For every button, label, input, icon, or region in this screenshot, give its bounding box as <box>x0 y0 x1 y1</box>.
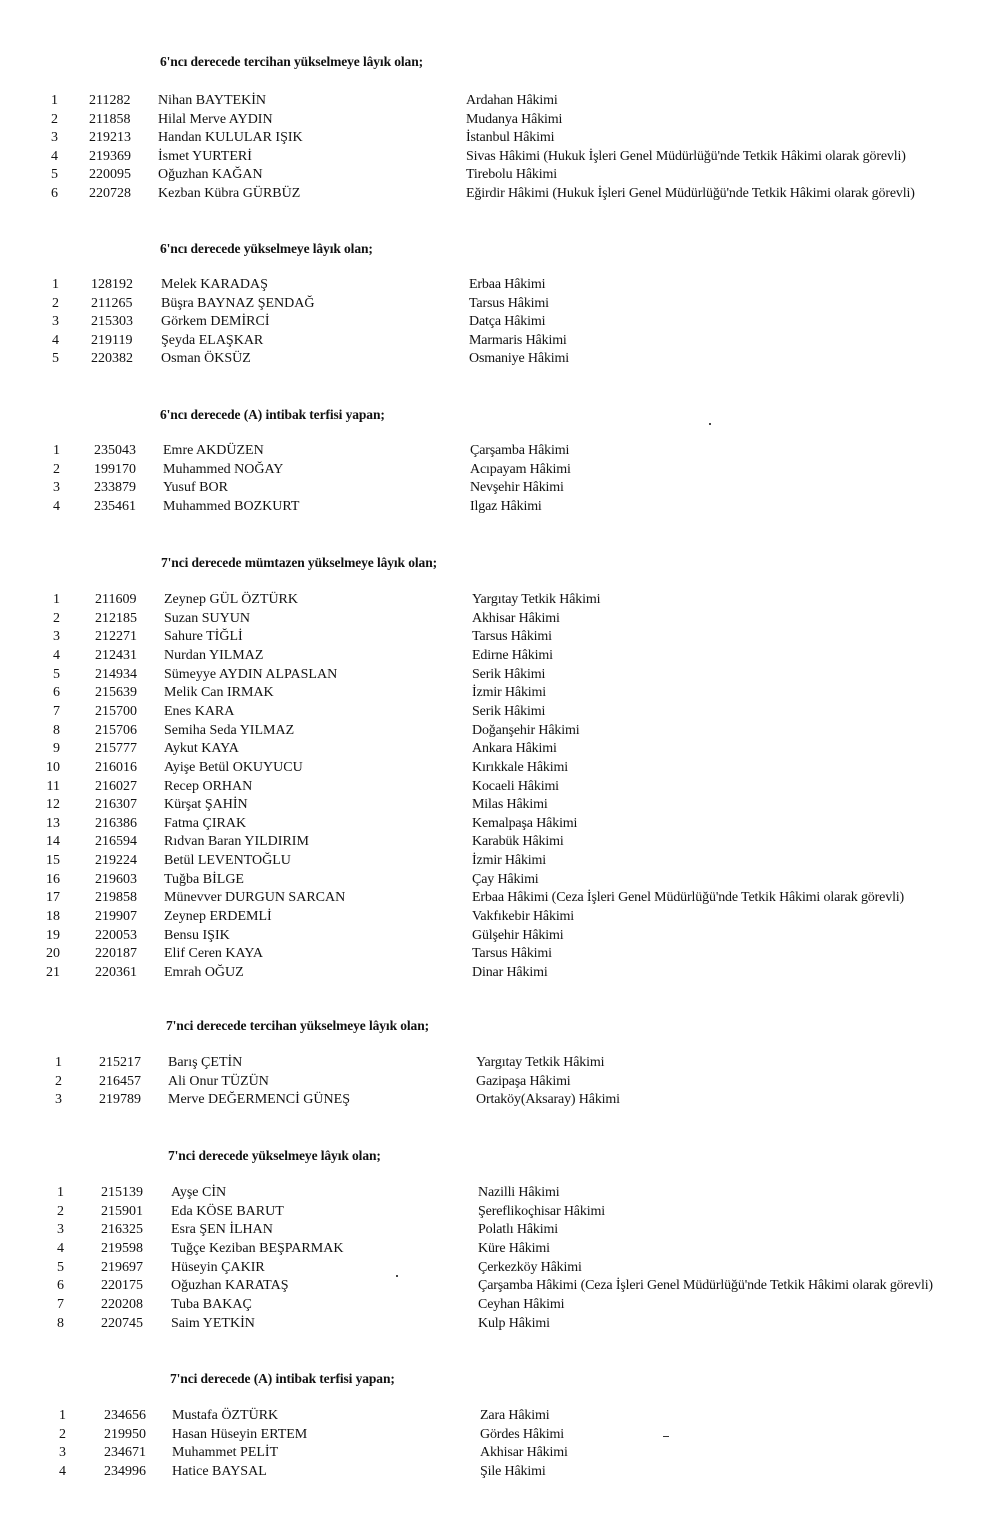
registry-number: 216016 <box>95 759 137 775</box>
list-row <box>0 442 1000 461</box>
list-row <box>0 111 1000 130</box>
registry-number: 234656 <box>104 1408 146 1423</box>
row-number: 1 <box>55 1055 62 1070</box>
court-position: Şereflikoçhisar Hâkimi <box>478 1203 605 1219</box>
list-row <box>0 1463 1000 1482</box>
court-position: Dinar Hâkimi <box>472 965 548 980</box>
list-row <box>0 461 1000 480</box>
row-number: 1 <box>53 443 60 458</box>
list-row <box>0 703 1000 722</box>
person-name: Nihan BAYTEKİN <box>158 93 266 108</box>
person-name: Rıdvan Baran YILDIRIM <box>164 834 309 850</box>
row-number: 3 <box>55 1092 62 1108</box>
registry-number: 234671 <box>104 1445 146 1461</box>
list-row <box>0 1203 1000 1222</box>
person-name: Mustafa ÖZTÜRK <box>172 1408 279 1423</box>
registry-number: 220175 <box>101 1278 143 1294</box>
person-name: Saim YETKİN <box>171 1315 255 1331</box>
row-number: 4 <box>53 498 60 514</box>
court-position: Tirebolu Hâkimi <box>466 167 557 183</box>
section-heading: 6'ncı derecede (A) intibak terfisi yapan; <box>160 407 385 422</box>
list-row <box>0 1296 1000 1315</box>
list-row <box>0 1240 1000 1259</box>
row-number: 19 <box>46 927 60 943</box>
scan-speck <box>396 1275 398 1277</box>
person-name: Eda KÖSE BARUT <box>171 1203 284 1219</box>
person-name: Bensu IŞIK <box>164 927 230 943</box>
row-number: 8 <box>57 1315 64 1331</box>
list-row <box>0 833 1000 852</box>
court-position: Ilgaz Hâkimi <box>470 498 542 514</box>
registry-number: 220382 <box>91 351 133 367</box>
person-name: Betül LEVENTOĞLU <box>164 853 291 869</box>
row-number: 1 <box>59 1408 66 1423</box>
row-number: 1 <box>52 277 59 292</box>
court-position: Sivas Hâkimi (Hukuk İşleri Genel Müdürlüğü'nde Tetkik Hâkimi olarak görevli) <box>466 148 906 164</box>
person-name: Esra ŞEN İLHAN <box>171 1222 273 1238</box>
list-row <box>0 778 1000 797</box>
list-row <box>0 1407 1000 1426</box>
person-name: Muhammed BOZKURT <box>163 498 300 514</box>
section-heading: 7'nci derecede (A) intibak terfisi yapan; <box>170 1371 395 1386</box>
person-name: İsmet YURTERİ <box>158 148 252 164</box>
person-name: Melik Can IRMAK <box>164 685 274 701</box>
court-position: Serik Hâkimi <box>472 666 546 682</box>
court-position: Gazipaşa Hâkimi <box>476 1073 571 1089</box>
court-position: Zara Hâkimi <box>480 1408 550 1423</box>
list-row <box>0 871 1000 890</box>
row-number: 6 <box>51 186 58 201</box>
person-name: Muhammet PELİT <box>172 1445 279 1461</box>
court-position: İzmir Hâkimi <box>472 853 547 869</box>
court-position: Kemalpaşa Hâkimi <box>472 815 578 831</box>
list-row <box>0 350 1000 369</box>
person-name: Hatice BAYSAL <box>172 1463 267 1479</box>
list-row <box>0 759 1000 778</box>
registry-number: 219369 <box>89 148 131 164</box>
registry-number: 211858 <box>89 111 131 127</box>
row-number: 2 <box>59 1426 66 1442</box>
list-row <box>0 129 1000 148</box>
court-position: Eğirdir Hâkimi (Hukuk İşleri Genel Müdürlüğü'nde Tetkik Hâkimi olarak görevli) <box>466 186 915 201</box>
court-position: Ortaköy(Aksaray) Hâkimi <box>476 1092 620 1108</box>
person-name: Oğuzhan KARATAŞ <box>171 1278 289 1294</box>
registry-number: 211265 <box>91 295 133 311</box>
court-position: Marmaris Hâkimi <box>469 332 567 348</box>
list-row <box>0 964 1000 983</box>
row-number: 15 <box>46 853 60 869</box>
registry-number: 216594 <box>95 834 137 850</box>
row-number: 3 <box>52 314 59 330</box>
person-name: Tuğçe Keziban BEŞPARMAK <box>171 1240 344 1256</box>
registry-number: 215639 <box>95 685 137 701</box>
registry-number: 215901 <box>101 1203 143 1219</box>
list-row <box>0 166 1000 185</box>
court-position: Çerkezköy Hâkimi <box>478 1259 582 1275</box>
registry-number: 219224 <box>95 853 137 869</box>
court-position: Nevşehir Hâkimi <box>470 480 564 496</box>
list-row <box>0 1184 1000 1203</box>
row-number: 17 <box>46 890 60 906</box>
registry-number: 219598 <box>101 1240 143 1256</box>
court-position: Erbaa Hâkimi (Ceza İşleri Genel Müdürlüğü'nde Tetkik Hâkimi olarak görevli) <box>472 890 905 906</box>
list-row <box>0 666 1000 685</box>
section-heading: 7'nci derecede mümtazen yükselmeye lâyık olan; <box>161 555 437 570</box>
registry-number: 219213 <box>89 130 131 146</box>
row-number: 2 <box>51 111 58 127</box>
row-number: 18 <box>46 909 60 925</box>
list-row <box>0 1091 1000 1110</box>
person-name: Aykut KAYA <box>164 741 239 757</box>
court-position: Datça Hâkimi <box>469 314 546 330</box>
row-number: 6 <box>57 1278 64 1294</box>
registry-number: 215706 <box>95 722 137 738</box>
row-number: 1 <box>51 93 58 108</box>
person-name: Suzan SUYUN <box>164 610 250 626</box>
row-number: 20 <box>46 946 60 962</box>
person-name: Tuğba BİLGE <box>164 871 244 887</box>
court-position: Çay Hâkimi <box>472 871 539 887</box>
list-row <box>0 722 1000 741</box>
list-row <box>0 313 1000 332</box>
court-position: Doğanşehir Hâkimi <box>472 722 580 738</box>
court-position: Tarsus Hâkimi <box>469 295 549 311</box>
person-name: Ali Onur TÜZÜN <box>168 1073 269 1089</box>
list-row <box>0 945 1000 964</box>
court-position: Kırıkkale Hâkimi <box>472 759 568 775</box>
person-name: Şeyda ELAŞKAR <box>161 332 264 348</box>
person-name: Sahure TİĞLİ <box>164 629 243 645</box>
row-number: 4 <box>59 1463 66 1479</box>
row-number: 9 <box>53 741 60 757</box>
registry-number: 214934 <box>95 666 137 682</box>
person-name: Semiha Seda YILMAZ <box>164 722 295 738</box>
person-name: Kezban Kübra GÜRBÜZ <box>158 186 301 201</box>
registry-number: 234996 <box>104 1463 146 1479</box>
list-row <box>0 908 1000 927</box>
list-row <box>0 295 1000 314</box>
court-position: İstanbul Hâkimi <box>466 130 555 146</box>
court-position: Nazilli Hâkimi <box>478 1185 560 1200</box>
person-name: Emrah OĞUZ <box>164 965 244 980</box>
list-row <box>0 1054 1000 1073</box>
row-number: 5 <box>57 1259 64 1275</box>
row-number: 3 <box>51 130 58 146</box>
registry-number: 233879 <box>94 480 136 496</box>
row-number: 13 <box>46 815 60 831</box>
list-row <box>0 479 1000 498</box>
list-row <box>0 1444 1000 1463</box>
list-row <box>0 1073 1000 1092</box>
row-number: 2 <box>55 1073 62 1089</box>
person-name: Osman ÖKSÜZ <box>161 351 251 367</box>
row-number: 1 <box>57 1185 64 1200</box>
court-position: Tarsus Hâkimi <box>472 629 552 645</box>
row-number: 1 <box>53 592 60 607</box>
court-position: Osmaniye Hâkimi <box>469 351 570 367</box>
list-row <box>0 815 1000 834</box>
person-name: Barış ÇETİN <box>168 1055 243 1070</box>
registry-number: 219950 <box>104 1426 146 1442</box>
list-row <box>0 740 1000 759</box>
person-name: Elif Ceren KAYA <box>164 946 264 962</box>
registry-number: 215217 <box>99 1055 141 1070</box>
person-name: Görkem DEMİRCİ <box>161 314 270 330</box>
registry-number: 215700 <box>95 703 137 719</box>
court-position: Edirne Hâkimi <box>472 647 553 663</box>
person-name: Yusuf BOR <box>163 480 228 496</box>
registry-number: 215303 <box>91 314 133 330</box>
registry-number: 220208 <box>101 1296 143 1312</box>
person-name: Merve DEĞERMENCİ GÜNEŞ <box>168 1092 350 1108</box>
row-number: 4 <box>53 647 60 663</box>
court-position: İzmir Hâkimi <box>472 685 547 701</box>
person-name: Handan KULULAR IŞIK <box>158 130 303 146</box>
person-name: Zeynep GÜL ÖZTÜRK <box>164 592 299 607</box>
registry-number: 220745 <box>101 1315 143 1331</box>
court-position: Akhisar Hâkimi <box>472 610 560 626</box>
person-name: Münevver DURGUN SARCAN <box>164 890 346 906</box>
list-row <box>0 852 1000 871</box>
court-position: Akhisar Hâkimi <box>480 1445 568 1461</box>
registry-number: 219858 <box>95 890 137 906</box>
row-number: 2 <box>53 610 60 626</box>
list-row <box>0 332 1000 351</box>
court-position: Acıpayam Hâkimi <box>470 461 571 477</box>
registry-number: 235461 <box>94 498 136 514</box>
registry-number: 219907 <box>95 909 137 925</box>
row-number: 4 <box>51 148 58 164</box>
list-row <box>0 647 1000 666</box>
court-position: Kulp Hâkimi <box>478 1315 550 1331</box>
list-row <box>0 684 1000 703</box>
row-number: 7 <box>57 1296 64 1312</box>
court-position: Karabük Hâkimi <box>472 834 564 850</box>
list-row <box>0 927 1000 946</box>
person-name: Hüseyin ÇAKIR <box>171 1259 265 1275</box>
row-number: 3 <box>59 1445 66 1461</box>
person-name: Fatma ÇIRAK <box>164 815 247 831</box>
registry-number: 212271 <box>95 629 137 645</box>
registry-number: 216307 <box>95 797 137 813</box>
list-row <box>0 628 1000 647</box>
court-position: Yargıtay Tetkik Hâkimi <box>476 1055 605 1070</box>
registry-number: 219603 <box>95 871 137 887</box>
row-number: 7 <box>53 703 60 719</box>
section-heading: 7'nci derecede tercihan yükselmeye lâyık olan; <box>166 1018 430 1033</box>
row-number: 5 <box>51 167 58 183</box>
registry-number: 216027 <box>95 778 137 794</box>
person-name: Nurdan YILMAZ <box>164 647 264 663</box>
scan-speck <box>663 1436 669 1437</box>
row-number: 4 <box>57 1240 64 1256</box>
court-position: Ceyhan Hâkimi <box>478 1296 565 1312</box>
court-position: Kocaeli Hâkimi <box>472 778 559 794</box>
registry-number: 220728 <box>89 186 131 201</box>
registry-number: 235043 <box>94 443 136 458</box>
row-number: 2 <box>57 1203 64 1219</box>
person-name: Melek KARADAŞ <box>161 277 268 292</box>
person-name: Tuba BAKAÇ <box>171 1296 252 1312</box>
person-name: Ayişe Betül OKUYUCU <box>164 759 303 775</box>
registry-number: 216325 <box>101 1222 143 1238</box>
person-name: Ayşe CİN <box>171 1185 227 1200</box>
row-number: 4 <box>52 332 59 348</box>
row-number: 16 <box>46 871 60 887</box>
registry-number: 219697 <box>101 1259 143 1275</box>
registry-number: 211282 <box>89 93 131 108</box>
person-name: Hasan Hüseyin ERTEM <box>172 1426 308 1442</box>
list-row <box>0 889 1000 908</box>
court-position: Çarşamba Hâkimi <box>470 443 570 458</box>
registry-number: 219119 <box>91 332 133 348</box>
court-position: Yargıtay Tetkik Hâkimi <box>472 592 601 607</box>
court-position: Gülşehir Hâkimi <box>472 927 564 943</box>
court-position: Milas Hâkimi <box>472 797 548 813</box>
court-position: Vakfıkebir Hâkimi <box>472 909 575 925</box>
registry-number: 128192 <box>91 277 133 292</box>
person-name: Emre AKDÜZEN <box>163 443 264 458</box>
registry-number: 212185 <box>95 610 137 626</box>
row-number: 8 <box>53 722 60 738</box>
list-row <box>0 1315 1000 1334</box>
list-row <box>0 92 1000 111</box>
row-number: 12 <box>46 797 60 813</box>
row-number: 6 <box>53 685 60 701</box>
section-heading: 6'ncı derecede yükselmeye lâyık olan; <box>160 241 373 256</box>
row-number: 2 <box>53 461 60 477</box>
registry-number: 220187 <box>95 946 137 962</box>
court-position: Erbaa Hâkimi <box>469 277 546 292</box>
person-name: Enes KARA <box>164 703 235 719</box>
court-position: Küre Hâkimi <box>478 1240 550 1256</box>
person-name: Oğuzhan KAĞAN <box>158 167 263 183</box>
court-position: Mudanya Hâkimi <box>466 111 563 127</box>
person-name: Sümeyye AYDIN ALPASLAN <box>164 666 338 682</box>
row-number: 3 <box>57 1222 64 1238</box>
court-position: Ankara Hâkimi <box>472 741 557 757</box>
court-position: Polatlı Hâkimi <box>478 1222 558 1238</box>
registry-number: 219789 <box>99 1092 141 1108</box>
person-name: Hilal Merve AYDIN <box>158 111 273 127</box>
row-number: 3 <box>53 629 60 645</box>
registry-number: 220053 <box>95 927 137 943</box>
list-row <box>0 185 1000 204</box>
person-name: Zeynep ERDEMLİ <box>164 909 272 925</box>
list-row <box>0 796 1000 815</box>
person-name: Muhammed NOĞAY <box>163 461 284 477</box>
list-row <box>0 610 1000 629</box>
list-row <box>0 1221 1000 1240</box>
row-number: 11 <box>46 778 60 794</box>
scan-speck <box>709 423 711 425</box>
row-number: 5 <box>53 666 60 682</box>
registry-number: 215777 <box>95 741 137 757</box>
court-position: Şile Hâkimi <box>480 1463 546 1479</box>
list-row <box>0 276 1000 295</box>
row-number: 21 <box>46 965 60 980</box>
person-name: Kürşat ŞAHİN <box>164 797 248 813</box>
section-heading: 6'ncı derecede tercihan yükselmeye lâyık olan; <box>160 54 424 69</box>
list-row <box>0 1277 1000 1296</box>
person-name: Büşra BAYNAZ ŞENDAĞ <box>161 295 315 311</box>
registry-number: 211609 <box>95 592 137 607</box>
registry-number: 220095 <box>89 167 131 183</box>
row-number: 2 <box>52 295 59 311</box>
row-number: 5 <box>52 351 59 367</box>
section-heading: 7'nci derecede yükselmeye lâyık olan; <box>168 1148 381 1163</box>
registry-number: 212431 <box>95 647 137 663</box>
court-position: Ardahan Hâkimi <box>466 93 558 108</box>
registry-number: 216457 <box>99 1073 141 1089</box>
list-row <box>0 498 1000 517</box>
row-number: 3 <box>53 480 60 496</box>
list-row <box>0 591 1000 610</box>
registry-number: 215139 <box>101 1185 143 1200</box>
row-number: 10 <box>46 759 60 775</box>
court-position: Tarsus Hâkimi <box>472 946 552 962</box>
registry-number: 199170 <box>94 461 136 477</box>
person-name: Recep ORHAN <box>164 778 253 794</box>
court-position: Serik Hâkimi <box>472 703 546 719</box>
list-row <box>0 1426 1000 1445</box>
row-number: 14 <box>46 834 60 850</box>
court-position: Çarşamba Hâkimi (Ceza İşleri Genel Müdürlüğü'nde Tetkik Hâkimi olarak görevli) <box>478 1278 933 1294</box>
list-row <box>0 1259 1000 1278</box>
registry-number: 216386 <box>95 815 137 831</box>
court-position: Gördes Hâkimi <box>480 1426 564 1442</box>
list-row <box>0 148 1000 167</box>
registry-number: 220361 <box>95 965 137 980</box>
